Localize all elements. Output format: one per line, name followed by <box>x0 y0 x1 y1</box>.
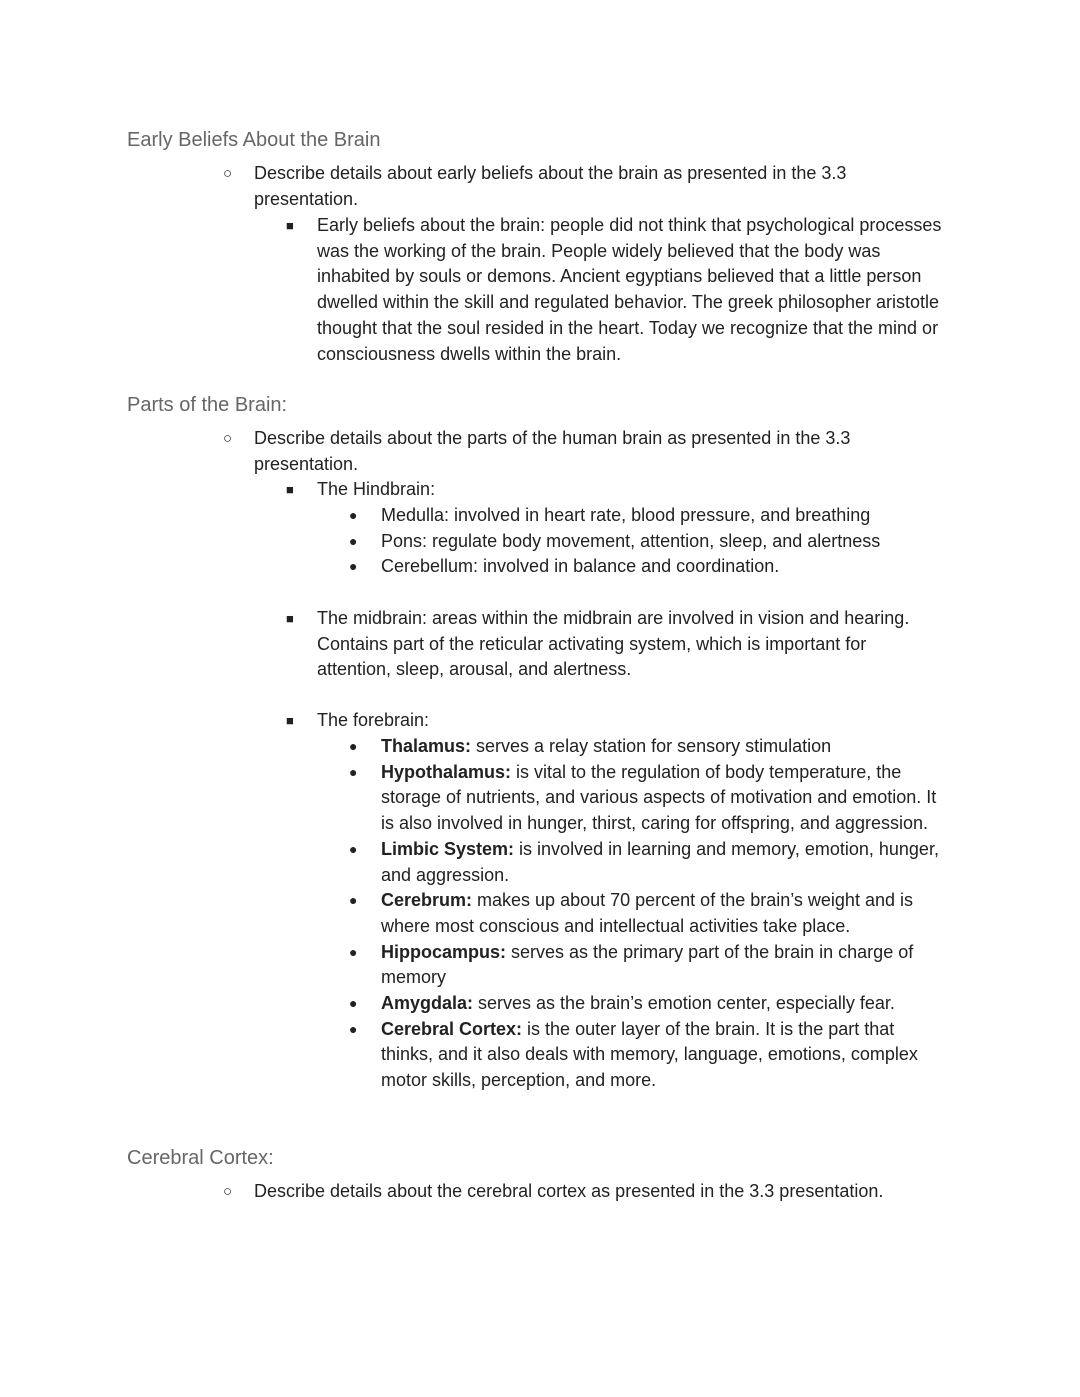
square-bullet-icon: ■ <box>286 713 294 728</box>
dot-bullet-icon: ● <box>349 1020 358 1037</box>
list-item <box>349 554 961 580</box>
term-description: is involved in learning and memory, emotion, hunger, and aggression. <box>381 838 939 885</box>
square-bullet-icon: ■ <box>286 611 294 626</box>
prompt-text: Describe details about the cerebral cortex as presented in the 3.3 presentation. <box>254 1181 884 1201</box>
list-item <box>349 940 951 991</box>
prompt-cerebral-cortex <box>223 1179 974 1205</box>
term-description: is the outer layer of the brain. It is the part that thinks, and it also deals with memory, language, emotions, complex motor skills, perception, and more. <box>381 1018 918 1091</box>
forebrain-list <box>349 734 951 1094</box>
prompt-early-beliefs <box>223 161 944 212</box>
term-label: Hippocampus: <box>381 941 507 962</box>
list-item-text: Pons: regulate body movement, attention, sleep, and alertness <box>381 530 881 551</box>
term-description: serves a relay station for sensory stimulation <box>471 736 832 756</box>
prompt-text: Describe details about the parts of the human brain as presented in the 3.3 presentation. <box>254 428 851 474</box>
list-item <box>349 837 951 888</box>
circle-bullet-icon: ○ <box>223 165 233 182</box>
list-item <box>349 529 961 555</box>
dot-bullet-icon: ● <box>349 995 358 1012</box>
list-item <box>349 1017 951 1094</box>
term-description: serves as the brain’s emotion center, especially fear. <box>473 993 895 1014</box>
forebrain-title-text: The forebrain: <box>317 710 430 730</box>
heading-cerebral-cortex: Cerebral Cortex: <box>127 1147 274 1169</box>
dot-bullet-icon: ● <box>349 532 358 549</box>
term-label: Thalamus: <box>381 736 472 756</box>
term-label: Cerebrum: <box>381 890 473 911</box>
list-item-text: Medulla: involved in heart rate, blood pressure, and breathing <box>381 505 871 525</box>
dot-bullet-icon: ● <box>349 507 358 523</box>
list-item <box>349 760 951 837</box>
midbrain-paragraph <box>286 606 917 683</box>
term-label: Cerebral Cortex: <box>381 1018 523 1039</box>
circle-bullet-icon: ○ <box>223 430 233 447</box>
dot-bullet-icon: ● <box>349 738 358 754</box>
answer-early-beliefs <box>286 213 957 367</box>
list-item <box>349 734 951 760</box>
term-label: Amygdala: <box>381 993 474 1014</box>
hindbrain-list <box>349 503 961 580</box>
term-description: serves as the primary part of the brain in charge of memory <box>381 941 914 988</box>
dot-bullet-icon: ● <box>349 943 358 960</box>
prompt-text: Describe details about early beliefs about the brain as presented in the 3.3 presentation. <box>254 163 847 209</box>
midbrain-text: The midbrain: areas within the midbrain are involved in vision and hearing. Contains part of the reticular activating system, which is important for attention, sleep, arousal, and alertness. <box>317 608 910 680</box>
list-item <box>349 888 951 939</box>
dot-bullet-icon: ● <box>349 840 358 857</box>
hindbrain-title-text: The Hindbrain: <box>317 479 436 499</box>
dot-bullet-icon: ● <box>349 892 358 909</box>
heading-early-beliefs: Early Beliefs About the Brain <box>127 129 381 151</box>
square-bullet-icon: ■ <box>286 482 294 497</box>
list-item-text: Cerebellum: involved in balance and coordination. <box>381 556 780 577</box>
hindbrain-title <box>286 477 967 503</box>
dot-bullet-icon: ● <box>349 558 358 575</box>
term-description: makes up about 70 percent of the brain’s weight and is where most conscious and intellectual activities take place. <box>381 890 913 936</box>
list-item <box>349 503 961 529</box>
list-item <box>349 991 951 1017</box>
heading-parts-of-brain: Parts of the Brain: <box>127 394 288 416</box>
answer-text: Early beliefs about the brain: people did not think that psychological processes was the working of the brain. People widely believed that the body was inhabited by souls or demons. Ancient egyptians believed that a little person dwelled within the skill and regulated behavior. The greek philosopher aristotle thought that the soul resided in the heart. Today we recognize that the mind or consciousness dwells within the brain. <box>317 215 942 364</box>
square-bullet-icon: ■ <box>286 218 294 233</box>
term-label: Hypothalamus: <box>381 761 512 782</box>
term-description: is vital to the regulation of body temperature, the storage of nutrients, and various aspects of motivation and emotion. It is also involved in hunger, thirst, caring for offspring, and aggression. <box>381 761 937 834</box>
dot-bullet-icon: ● <box>349 763 358 780</box>
forebrain-title <box>286 708 967 734</box>
term-label: Limbic System: <box>381 838 515 859</box>
prompt-parts-of-brain <box>223 426 944 477</box>
circle-bullet-icon: ○ <box>223 1183 233 1200</box>
